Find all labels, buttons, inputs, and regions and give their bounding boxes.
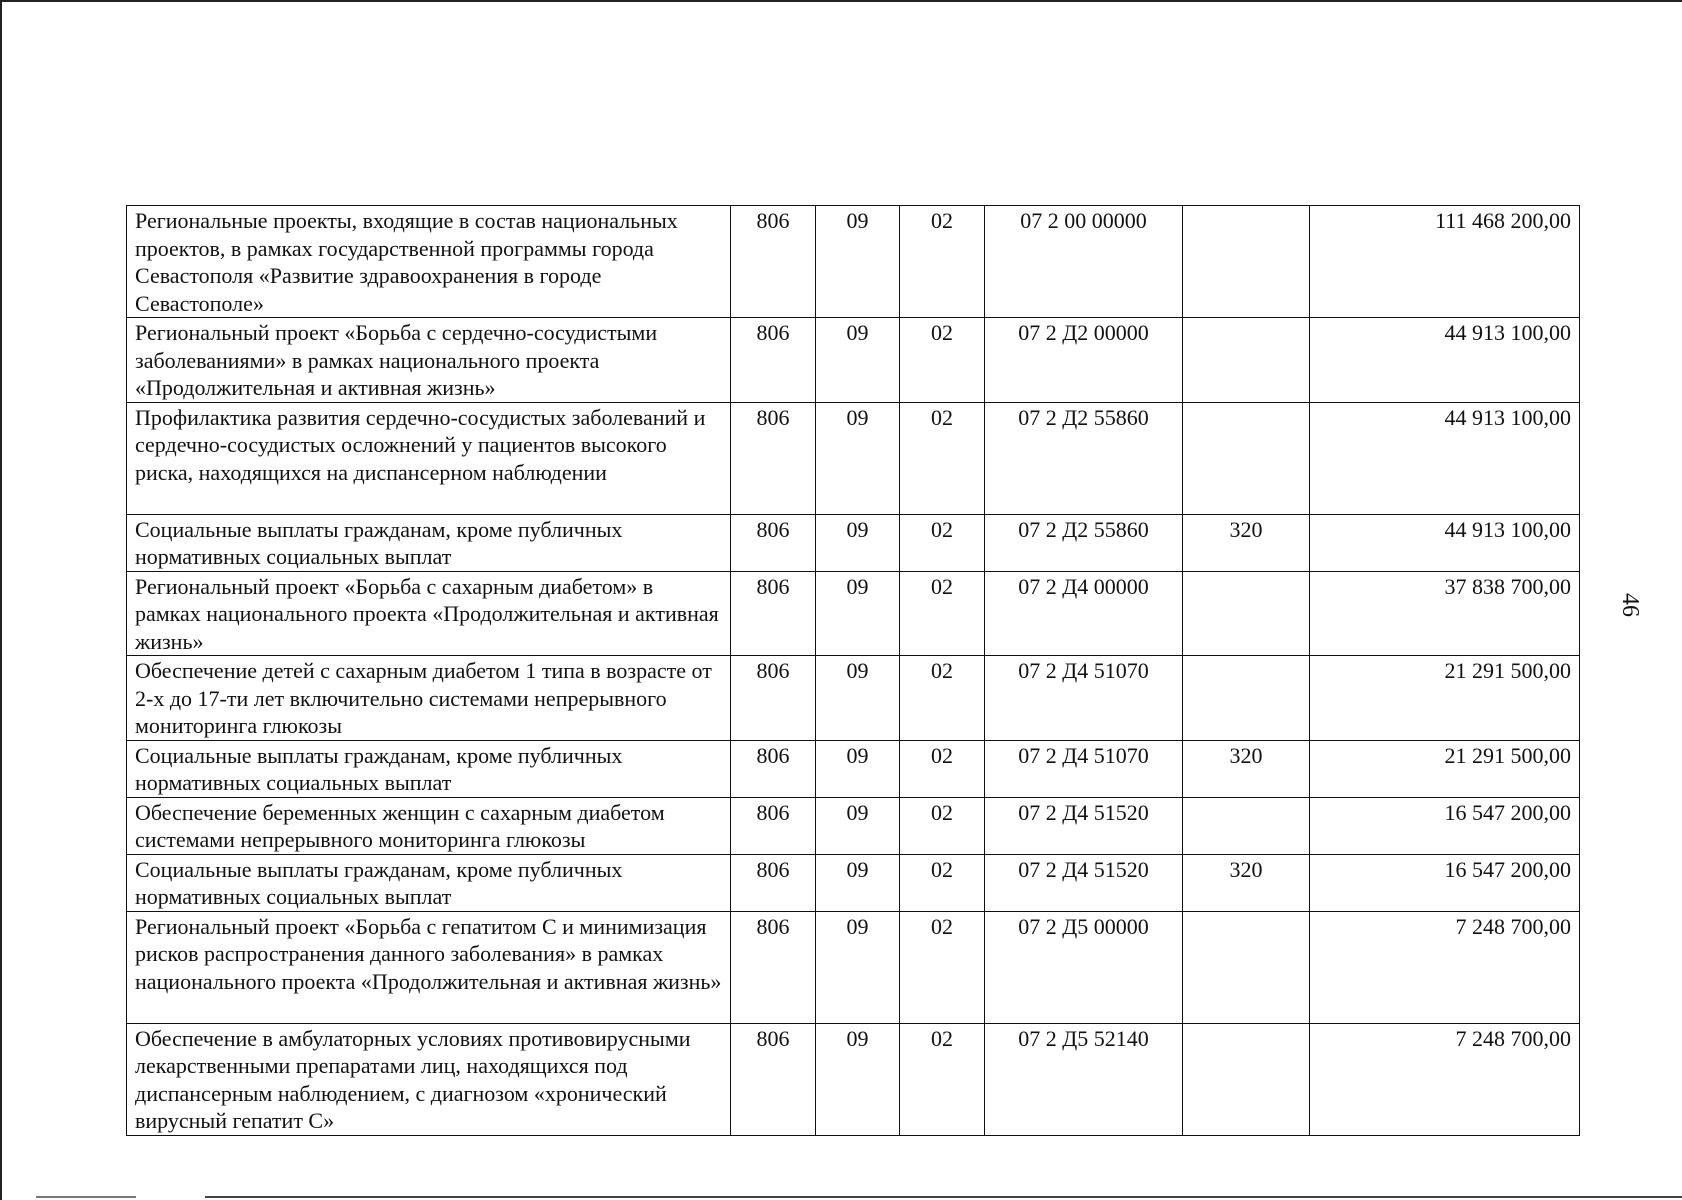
ministry-code: 806: [731, 740, 816, 797]
expense-type-code: [1183, 318, 1310, 403]
row-name: Обеспечение беременных женщин с сахарным диабетом системами непрерывного мониторинга глюкозы: [127, 797, 731, 854]
amount: 16 547 200,00: [1310, 797, 1580, 854]
ministry-code: 806: [731, 514, 816, 571]
table-row: [127, 656, 1580, 741]
ministry-code: 806: [731, 206, 816, 318]
amount: 21 291 500,00: [1310, 740, 1580, 797]
amount: 44 913 100,00: [1310, 514, 1580, 571]
amount: 7 248 700,00: [1310, 1023, 1580, 1135]
table-row: [127, 402, 1580, 514]
scan-edge-bottom: [205, 1196, 1682, 1198]
section-code: 09: [816, 571, 900, 656]
section-code: 09: [816, 206, 900, 318]
table-row: [127, 797, 1580, 854]
table-row: [127, 854, 1580, 911]
subsection-code: 02: [900, 318, 985, 403]
expense-type-code: [1183, 797, 1310, 854]
subsection-code: 02: [900, 656, 985, 741]
amount: 16 547 200,00: [1310, 854, 1580, 911]
section-code: 09: [816, 514, 900, 571]
ministry-code: 806: [731, 402, 816, 514]
target-article-code: 07 2 Д2 55860: [985, 402, 1183, 514]
subsection-code: 02: [900, 854, 985, 911]
subsection-code: 02: [900, 1023, 985, 1135]
row-name: Обеспечение в амбулаторных условиях противовирусными лекарственными препаратами лиц, находящихся под диспансерным наблюдением, с диагнозом «хронический вирусный гепатит С»: [127, 1023, 731, 1135]
scan-edge-bottom-dash: [36, 1196, 136, 1198]
table-row: [127, 740, 1580, 797]
target-article-code: 07 2 Д2 00000: [985, 318, 1183, 403]
target-article-code: 07 2 00 00000: [985, 206, 1183, 318]
expense-type-code: 320: [1183, 740, 1310, 797]
target-article-code: 07 2 Д4 51520: [985, 854, 1183, 911]
amount: 44 913 100,00: [1310, 318, 1580, 403]
ministry-code: 806: [731, 571, 816, 656]
scan-edge-top: [0, 0, 1682, 2]
expense-type-code: [1183, 656, 1310, 741]
budget-table: [126, 205, 1580, 1136]
row-name: Региональный проект «Борьба с гепатитом С и минимизация рисков распространения данного заболевания» в рамках национального проекта «Продолжительная и активная жизнь»: [127, 911, 731, 1023]
table-row: [127, 318, 1580, 403]
amount: 111 468 200,00: [1310, 206, 1580, 318]
row-name: Обеспечение детей с сахарным диабетом 1 типа в возрасте от 2-х до 17-ти лет включительно системами непрерывного мониторинга глюкозы: [127, 656, 731, 741]
amount: 37 838 700,00: [1310, 571, 1580, 656]
section-code: 09: [816, 656, 900, 741]
amount: 44 913 100,00: [1310, 402, 1580, 514]
subsection-code: 02: [900, 206, 985, 318]
subsection-code: 02: [900, 911, 985, 1023]
section-code: 09: [816, 911, 900, 1023]
budget-table-body: [127, 206, 1580, 1136]
ministry-code: 806: [731, 1023, 816, 1135]
amount: 21 291 500,00: [1310, 656, 1580, 741]
target-article-code: 07 2 Д2 55860: [985, 514, 1183, 571]
row-name: Региональный проект «Борьба с сердечно-сосудистыми заболеваниями» в рамках национального проекта «Продолжительная и активная жизнь»: [127, 318, 731, 403]
section-code: 09: [816, 1023, 900, 1135]
expense-type-code: [1183, 911, 1310, 1023]
expense-type-code: 320: [1183, 514, 1310, 571]
target-article-code: 07 2 Д5 00000: [985, 911, 1183, 1023]
expense-type-code: [1183, 402, 1310, 514]
row-name: Социальные выплаты гражданам, кроме публичных нормативных социальных выплат: [127, 854, 731, 911]
target-article-code: 07 2 Д4 51070: [985, 656, 1183, 741]
target-article-code: 07 2 Д5 52140: [985, 1023, 1183, 1135]
ministry-code: 806: [731, 318, 816, 403]
subsection-code: 02: [900, 797, 985, 854]
row-name: Социальные выплаты гражданам, кроме публичных нормативных социальных выплат: [127, 740, 731, 797]
ministry-code: 806: [731, 797, 816, 854]
table-row: [127, 571, 1580, 656]
section-code: 09: [816, 402, 900, 514]
ministry-code: 806: [731, 911, 816, 1023]
section-code: 09: [816, 318, 900, 403]
row-name: Региональный проект «Борьба с сахарным диабетом» в рамках национального проекта «Продолжительная и активная жизнь»: [127, 571, 731, 656]
scan-edge-left: [0, 0, 2, 1200]
expense-type-code: [1183, 1023, 1310, 1135]
target-article-code: 07 2 Д4 51070: [985, 740, 1183, 797]
section-code: 09: [816, 854, 900, 911]
table-row: [127, 1023, 1580, 1135]
expense-type-code: 320: [1183, 854, 1310, 911]
subsection-code: 02: [900, 402, 985, 514]
amount: 7 248 700,00: [1310, 911, 1580, 1023]
ministry-code: 806: [731, 854, 816, 911]
table-row: [127, 911, 1580, 1023]
target-article-code: 07 2 Д4 00000: [985, 571, 1183, 656]
subsection-code: 02: [900, 571, 985, 656]
expense-type-code: [1183, 206, 1310, 318]
section-code: 09: [816, 797, 900, 854]
subsection-code: 02: [900, 514, 985, 571]
page-number: 46: [1617, 593, 1643, 617]
section-code: 09: [816, 740, 900, 797]
target-article-code: 07 2 Д4 51520: [985, 797, 1183, 854]
expense-type-code: [1183, 571, 1310, 656]
table-row: [127, 514, 1580, 571]
row-name: Региональные проекты, входящие в состав национальных проектов, в рамках государственной программы города Севастополя «Развитие здравоохранения в городе Севастополе»: [127, 206, 731, 318]
row-name: Социальные выплаты гражданам, кроме публичных нормативных социальных выплат: [127, 514, 731, 571]
table-row: [127, 206, 1580, 318]
subsection-code: 02: [900, 740, 985, 797]
row-name: Профилактика развития сердечно-сосудистых заболеваний и сердечно-сосудистых осложнений у пациентов высокого риска, находящихся на диспансерном наблюдении: [127, 402, 731, 514]
ministry-code: 806: [731, 656, 816, 741]
